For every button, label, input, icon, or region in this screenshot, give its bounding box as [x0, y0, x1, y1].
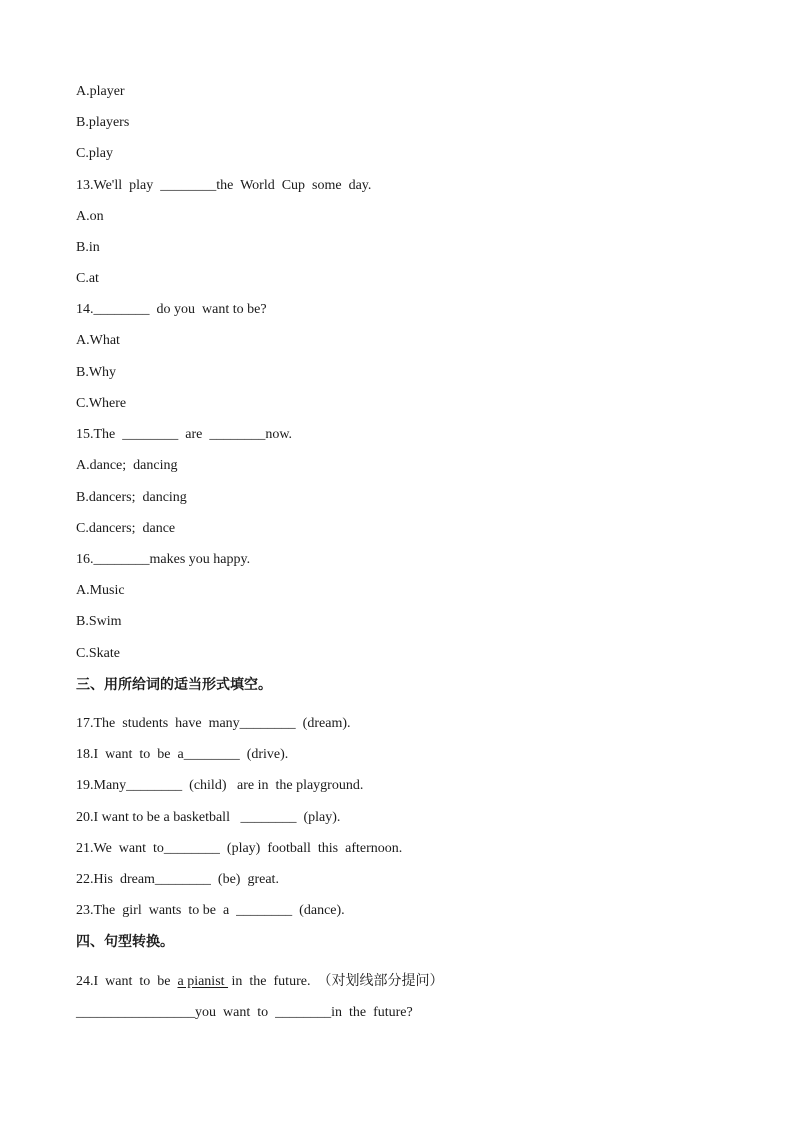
question-21: 21.We want to________ (play) football this afternoon.	[76, 841, 403, 856]
question-19: 19.Many________ (child) are in the playground.	[76, 778, 364, 793]
option-15-a: A.dance; dancing	[76, 458, 178, 473]
question-20: 20.I want to be a basketball ________ (play).	[76, 810, 341, 825]
option-15-b: B.dancers; dancing	[76, 490, 187, 505]
question-22: 22.His dream________ (be) great.	[76, 872, 279, 887]
section-3-heading: 三、用所给词的适当形式填空。	[76, 677, 272, 693]
question-13: 13.We'll play ________the World Cup some day.	[76, 178, 372, 193]
option-13-c: C.at	[76, 271, 99, 286]
question-24	[76, 973, 443, 991]
question-14: 14.________ do you want to be?	[76, 302, 267, 317]
option-13-b: B.in	[76, 240, 100, 255]
option-15-c: C.dancers; dance	[76, 521, 176, 536]
option-14-a: A.What	[76, 333, 120, 348]
option-16-a: A.Music	[76, 583, 125, 598]
question-15: 15.The ________ are ________now.	[76, 427, 293, 442]
question-17: 17.The students have many________ (dream).	[76, 716, 351, 731]
option-14-b: B.Why	[76, 365, 117, 380]
question-24-prefix: 24.I want to be	[76, 974, 178, 989]
question-18: 18.I want to be a________ (drive).	[76, 747, 289, 762]
option-12-a: A.player	[76, 84, 125, 99]
question-23: 23.The girl wants to be a ________ (dance).	[76, 903, 345, 918]
option-14-c: C.Where	[76, 396, 127, 411]
question-16: 16.________makes you happy.	[76, 552, 251, 567]
option-16-c: C.Skate	[76, 646, 120, 661]
question-24-answer-line: _________________you want to ________in the future?	[76, 1005, 413, 1020]
option-16-b: B.Swim	[76, 614, 122, 629]
question-24-suffix: in the future. （对划线部分提问）	[228, 974, 444, 989]
option-12-c: C.play	[76, 146, 113, 161]
question-24-underlined-phrase: a pianist	[177, 974, 229, 989]
option-13-a: A.on	[76, 209, 104, 224]
option-12-b: B.players	[76, 115, 130, 130]
section-4-heading: 四、句型转换。	[76, 934, 174, 950]
